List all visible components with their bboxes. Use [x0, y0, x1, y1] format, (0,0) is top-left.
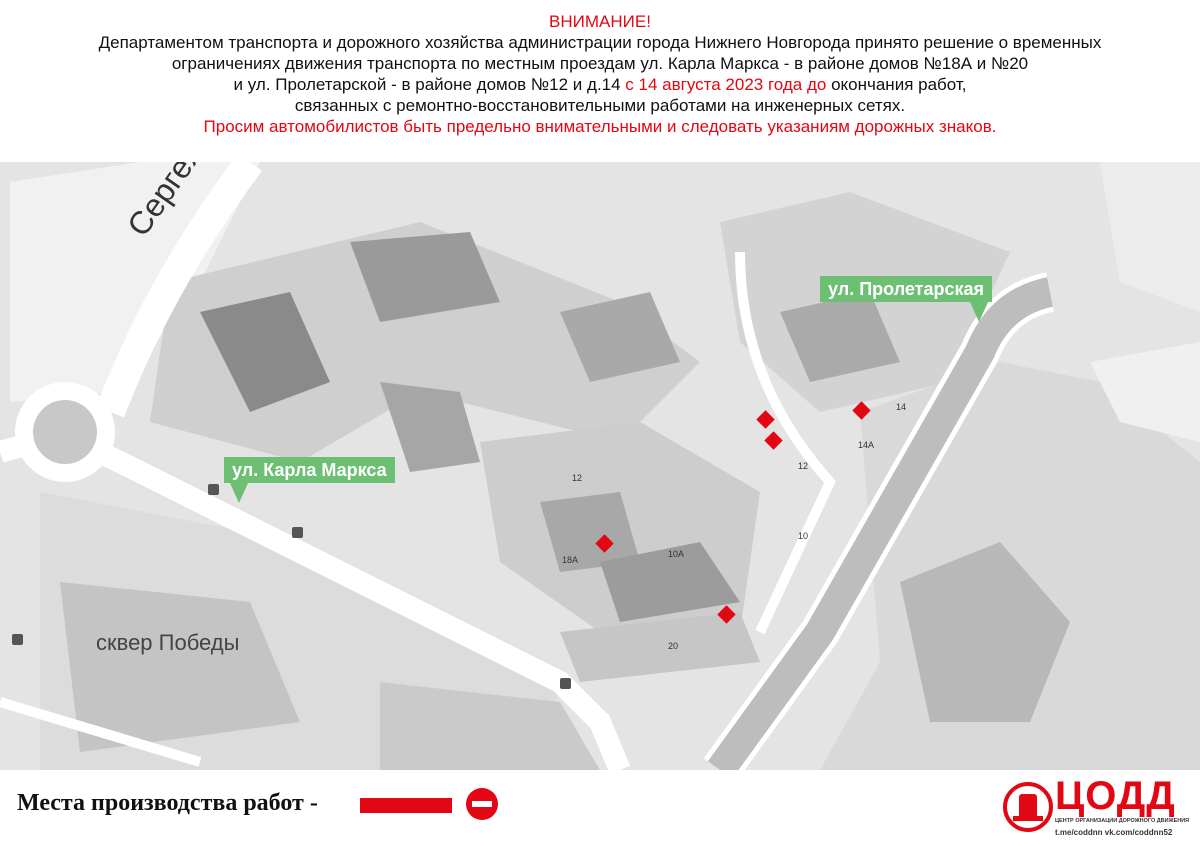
house-number-14a: 14А [858, 440, 875, 450]
notice-line-3 [0, 74, 1200, 95]
notice-header [0, 0, 1200, 162]
codd-emblem-icon [1003, 782, 1053, 832]
house-number-20: 20 [668, 641, 679, 651]
legend-text: Места производства работ - [17, 790, 318, 816]
bus-stop-icon [12, 634, 23, 645]
notice-line-3-end: окончания работ, [826, 75, 967, 94]
notice-line-5: Просим автомобилистов быть предельно внимательными и следовать указаниям дорожных знаков. [203, 117, 997, 136]
notice-date: с 14 августа 2023 года до [625, 75, 827, 94]
park-label: сквер Победы [96, 630, 240, 655]
house-number-12-karla: 12 [572, 473, 583, 483]
map-area [0, 162, 1200, 770]
bus-stop-icon [208, 484, 219, 495]
no-entry-icon [466, 788, 498, 820]
notice-line-2: ограничениях движения транспорта по местным проездам ул. Карла Маркса - в районе домов №18А и №20 [171, 54, 1029, 73]
codd-social-links: t.me/coddnn vk.com/coddnn52 [1055, 828, 1173, 837]
attention-title: ВНИМАНИЕ! [549, 12, 651, 31]
codd-logo-subtitle: ЦЕНТР ОРГАНИЗАЦИИ ДОРОЖНОГО ДВИЖЕНИЯ [1055, 818, 1190, 824]
codd-logo [1003, 774, 1193, 842]
street-label-karla-marksa: ул. Карла Маркса [224, 457, 395, 483]
house-number-12-prolet: 12 [798, 461, 809, 471]
legend-footer [0, 770, 1200, 847]
street-label-proletarskaya: ул. Пролетарская [820, 276, 992, 302]
codd-logo-text: ЦОДД [1055, 774, 1176, 818]
notice-line-4: связанных с ремонтно-восстановительными работами на инженерных сетях. [294, 96, 906, 115]
house-number-10: 10 [798, 531, 809, 541]
legend-work-zone-bar [360, 798, 452, 813]
notice-line-1: Департаментом транспорта и дорожного хозяйства администрации города Нижнего Новгорода принято решение о временных [98, 33, 1102, 52]
bus-stop-icon [292, 527, 303, 538]
house-number-14: 14 [896, 402, 907, 412]
map-base [0, 162, 1200, 770]
house-number-18a: 18А [562, 555, 579, 565]
house-number-10a: 10А [668, 549, 685, 559]
notice-line-3-start: и ул. Пролетарской - в районе домов №12 и д.14 [233, 75, 626, 94]
bus-stop-icon [560, 678, 571, 689]
